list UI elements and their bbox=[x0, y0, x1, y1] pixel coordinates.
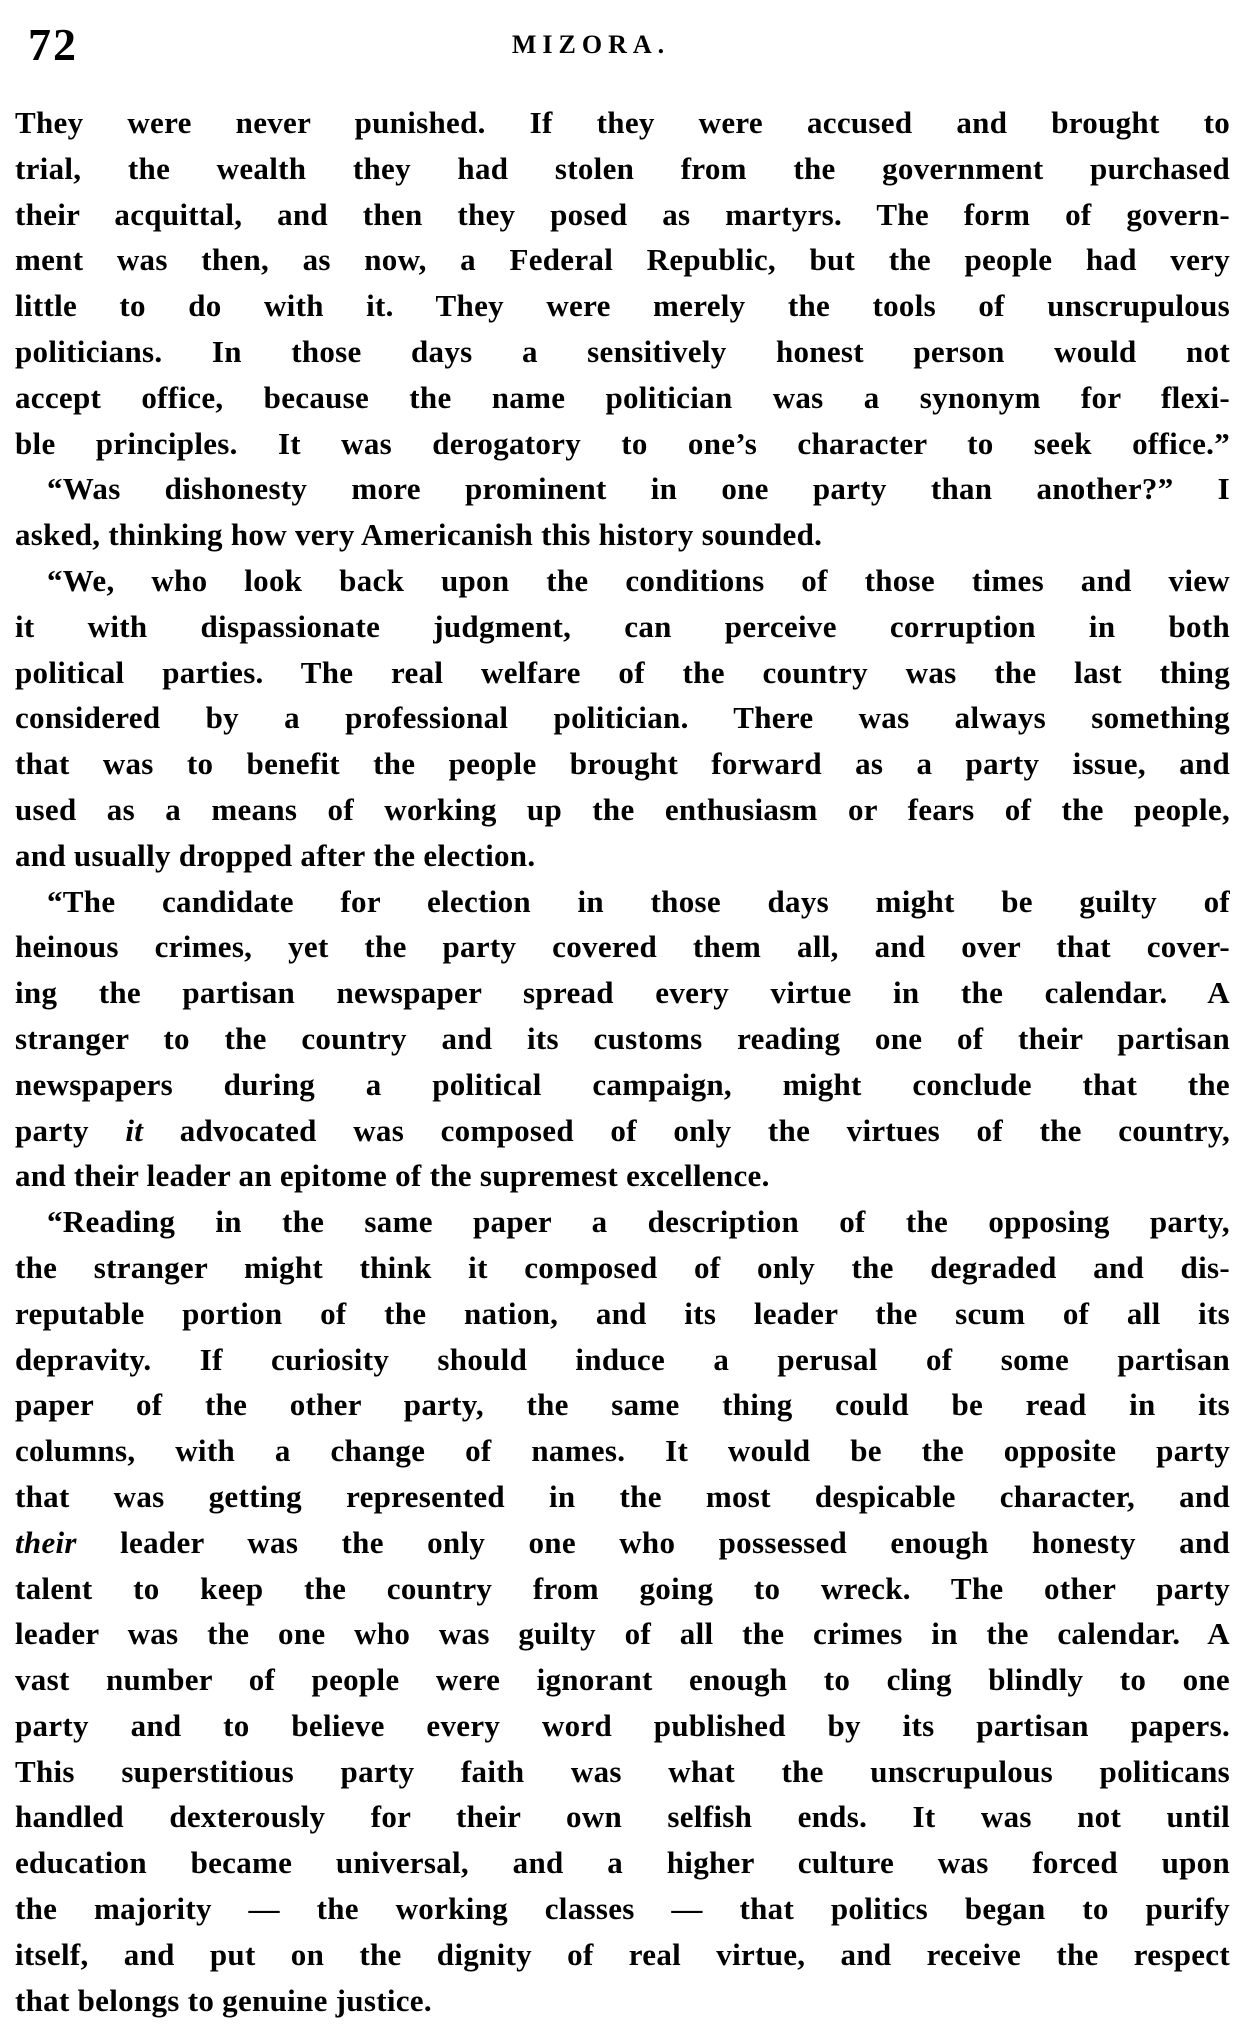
text-line bbox=[15, 1108, 1230, 1154]
text-line bbox=[15, 421, 1230, 467]
page-body bbox=[0, 100, 1242, 2023]
text-segment: paper of the other party, the same thing could be read in its bbox=[15, 1387, 1230, 1423]
text-segment: itself, and put on the dignity of real virtue, and receive the respect bbox=[15, 1936, 1230, 1972]
text-segment: that belongs to genuine justice. bbox=[15, 1982, 432, 2018]
page-number: 72 bbox=[28, 19, 78, 70]
text-line bbox=[15, 1337, 1230, 1383]
text-segment: This superstitious party faith was what the unscrupulous politicans bbox=[15, 1753, 1230, 1789]
text-line bbox=[15, 512, 1230, 558]
text-segment: that was getting represented in the most despicable character, and bbox=[15, 1478, 1230, 1514]
text-segment: heinous crimes, yet the party covered them all, and over that cover- bbox=[15, 929, 1230, 965]
text-segment: considered by a professional politician. There was always something bbox=[15, 700, 1230, 736]
text-segment: little to do with it. They were merely the tools of unscrupulous bbox=[15, 288, 1230, 324]
paragraph bbox=[15, 1199, 1230, 2023]
text-line bbox=[15, 1703, 1230, 1749]
text-segment: vast number of people were ignorant enough to cling blindly to one bbox=[15, 1662, 1230, 1698]
text-segment: “Was dishonesty more prominent in one party than another?” I bbox=[47, 471, 1230, 507]
text-line bbox=[15, 100, 1230, 146]
running-title: MIZORA. bbox=[511, 30, 671, 59]
text-line bbox=[15, 1016, 1230, 1062]
text-segment: that was to benefit the people brought forward as a party issue, and bbox=[15, 746, 1230, 782]
text-segment: trial, the wealth they had stolen from the government purchased bbox=[15, 150, 1230, 186]
text-line bbox=[15, 741, 1230, 787]
text-line bbox=[15, 970, 1230, 1016]
text-line bbox=[15, 1428, 1230, 1474]
text-segment: political parties. The real welfare of the country was the last thing bbox=[15, 654, 1230, 690]
text-line bbox=[15, 695, 1230, 741]
text-line bbox=[15, 283, 1230, 329]
text-line bbox=[15, 604, 1230, 650]
text-line bbox=[15, 1291, 1230, 1337]
text-line bbox=[15, 879, 1230, 925]
text-line bbox=[15, 1520, 1230, 1566]
text-segment: the majority — the working classes — that politics began to purify bbox=[15, 1891, 1230, 1927]
text-segment: leader was the only one who possessed enough honesty and bbox=[76, 1524, 1230, 1560]
text-line bbox=[15, 237, 1230, 283]
text-line bbox=[15, 1611, 1230, 1657]
text-line bbox=[15, 924, 1230, 970]
text-segment: and usually dropped after the election. bbox=[15, 837, 536, 873]
text-line bbox=[15, 1886, 1230, 1932]
text-segment: it bbox=[125, 1112, 144, 1148]
text-line bbox=[15, 833, 1230, 879]
text-segment: ment was then, as now, a Federal Republic, but the people had very bbox=[15, 242, 1230, 278]
text-segment: their acquittal, and then they posed as martyrs. The form of govern- bbox=[15, 196, 1230, 232]
text-line bbox=[15, 1566, 1230, 1612]
text-line bbox=[15, 1382, 1230, 1428]
text-line bbox=[15, 1062, 1230, 1108]
text-segment: the stranger might think it composed of only the degraded and dis- bbox=[15, 1249, 1230, 1285]
text-segment: advocated was composed of only the virtues of the country, bbox=[143, 1112, 1230, 1148]
text-line bbox=[15, 1245, 1230, 1291]
text-line bbox=[15, 1749, 1230, 1795]
text-segment: leader was the one who was guilty of all the crimes in the calendar. A bbox=[15, 1616, 1230, 1652]
text-segment: education became universal, and a higher culture was forced upon bbox=[15, 1845, 1230, 1881]
text-line bbox=[15, 375, 1230, 421]
text-segment: reputable portion of the nation, and its leader the scum of all its bbox=[15, 1295, 1230, 1331]
text-line bbox=[15, 1153, 1230, 1199]
text-segment: ing the partisan newspaper spread every virtue in the calendar. A bbox=[15, 975, 1230, 1011]
text-segment: newspapers during a political campaign, might conclude that the bbox=[15, 1066, 1230, 1102]
paragraph bbox=[15, 100, 1230, 466]
text-segment: talent to keep the country from going to wreck. The other party bbox=[15, 1570, 1230, 1606]
text-line bbox=[15, 192, 1230, 238]
text-segment: party and to believe every word published by its partisan papers. bbox=[15, 1707, 1230, 1743]
text-line bbox=[15, 1932, 1230, 1978]
text-line bbox=[15, 1840, 1230, 1886]
text-segment: it with dispassionate judgment, can perceive corruption in both bbox=[15, 608, 1230, 644]
text-segment: party bbox=[15, 1112, 126, 1148]
text-segment: and their leader an epitome of the supremest excellence. bbox=[15, 1158, 770, 1194]
text-segment: accept office, because the name politician was a synonym for flexi- bbox=[15, 379, 1230, 415]
text-line bbox=[15, 1199, 1230, 1245]
text-line bbox=[15, 466, 1230, 512]
text-line bbox=[15, 1474, 1230, 1520]
text-line bbox=[15, 146, 1230, 192]
text-segment: They were never punished. If they were accused and brought to bbox=[15, 105, 1230, 140]
text-segment: used as a means of working up the enthusiasm or fears of the people, bbox=[15, 791, 1230, 827]
text-line bbox=[15, 329, 1230, 375]
text-segment: “The candidate for election in those days might be guilty of bbox=[47, 883, 1230, 919]
text-segment: columns, with a change of names. It would be the opposite party bbox=[15, 1433, 1230, 1469]
text-segment: “We, who look back upon the conditions of those times and view bbox=[47, 562, 1230, 598]
text-line bbox=[15, 1657, 1230, 1703]
text-line bbox=[15, 1978, 1230, 2024]
text-line bbox=[15, 1794, 1230, 1840]
paragraph bbox=[15, 879, 1230, 1200]
text-segment: handled dexterously for their own selfish ends. It was not until bbox=[15, 1799, 1230, 1835]
text-segment: their bbox=[15, 1524, 77, 1560]
page-header bbox=[0, 0, 1242, 72]
text-line bbox=[15, 558, 1230, 604]
paragraph bbox=[15, 466, 1230, 558]
text-segment: politicians. In those days a sensitively honest person would not bbox=[15, 333, 1230, 369]
paragraph bbox=[15, 558, 1230, 879]
text-segment: ble principles. It was derogatory to one’s character to seek office.” bbox=[15, 425, 1230, 461]
text-segment: “Reading in the same paper a description of the opposing party, bbox=[47, 1204, 1230, 1240]
text-line bbox=[15, 787, 1230, 833]
text-segment: depravity. If curiosity should induce a perusal of some partisan bbox=[15, 1341, 1230, 1377]
text-segment: asked, thinking how very Americanish this history sounded. bbox=[15, 517, 823, 553]
text-line bbox=[15, 650, 1230, 696]
text-segment: stranger to the country and its customs reading one of their partisan bbox=[15, 1020, 1230, 1056]
